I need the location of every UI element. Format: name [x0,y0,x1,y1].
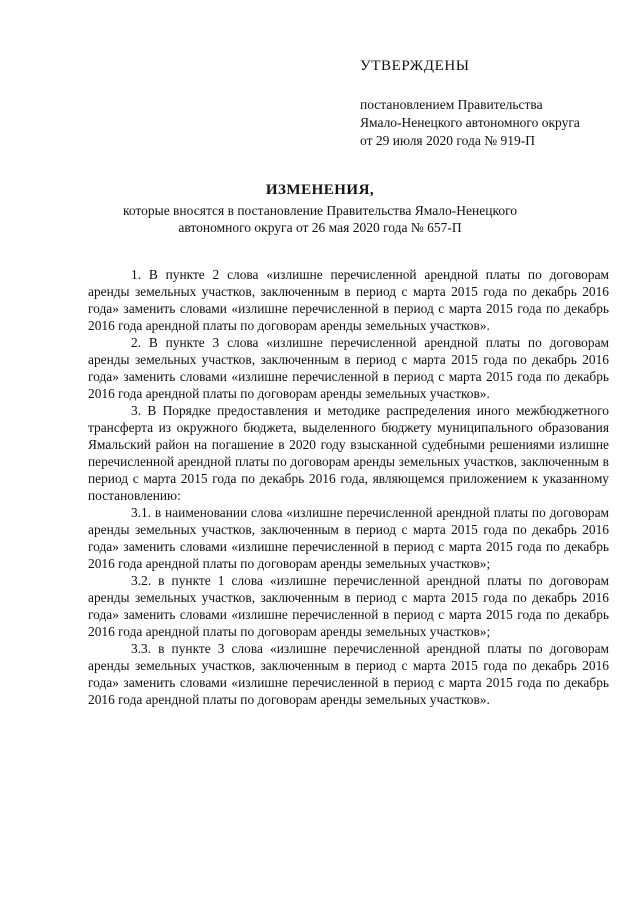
subtitle-line: автономного округа от 26 мая 2020 года № 657-П [178,220,462,235]
approval-label: УТВЕРЖДЕНЫ [360,58,470,74]
paragraph-3: 3. В Порядке предоставления и методике распределения иного межбюджетного трансферта из окружного бюджета, выделенного бюджету муниципального образования Ямальский район на погашение в 2020 году взысканной судебными решениями излишне перечисленной арендной платы по договорам аренды земельных участков, заключенным в период с марта 2015 года по декабрь 2016 года, являющемся приложением к указанному постановлению: [88,403,609,503]
subtitle-line: которые вносятся в постановление Правительства Ямало-Ненецкого [122,203,518,218]
paragraph-2: 2. В пункте 3 слова «излишне перечисленной арендной платы по договорам аренды земельных участков, заключенным в период с марта 2015 года по декабрь 2016 года» заменить словами «излишне перечисленной в период с марта 2015 года по декабрь 2016 года арендной платы по договорам аренды земельных участков». [88,335,609,401]
paragraph-3-1: 3.1. в наименовании слова «излишне перечисленной арендной платы по договорам аренды земельных участков, заключенным в период с марта 2015 года по декабрь 2016 года» заменить словами «излишне перечисленной в период с марта 2015 года по декабрь 2016 года арендной платы по договорам аренды земельных участков»; [88,505,609,571]
document-title: ИЗМЕНЕНИЯ, [265,182,375,198]
decree-line: постановлением Правительства [360,97,543,112]
decree-line: Ямало-Ненецкого автономного округа [360,115,580,130]
paragraph-3-2: 3.2. в пункте 1 слова «излишне перечисленной арендной платы по договорам аренды земельных участков, заключенным в период с марта 2015 года по декабрь 2016 года» заменить словами «излишне перечисленной в период с марта 2015 года по декабрь 2016 года арендной платы по договорам аренды земельных участков»; [88,573,609,639]
paragraph-1: 1. В пункте 2 слова «излишне перечисленной арендной платы по договорам аренды земельных участков, заключенным в период с марта 2015 года по декабрь 2016 года» заменить словами «излишне перечисленной в период с марта 2015 года по декабрь 2016 года арендной платы по договорам аренды земельных участков». [88,267,609,333]
decree-line: от 29 июля 2020 года № 919-П [360,133,535,148]
decree-reference [360,96,580,150]
document-subtitle [60,202,580,236]
document-body [88,266,609,708]
paragraph-3-3: 3.3. в пункте 3 слова «излишне перечисленной арендной платы по договорам аренды земельных участков, заключенным в период с марта 2015 года по декабрь 2016 года» заменить словами «излишне перечисленной в период с марта 2015 года по декабрь 2016 года арендной платы по договорам аренды земельных участков». [88,641,609,707]
